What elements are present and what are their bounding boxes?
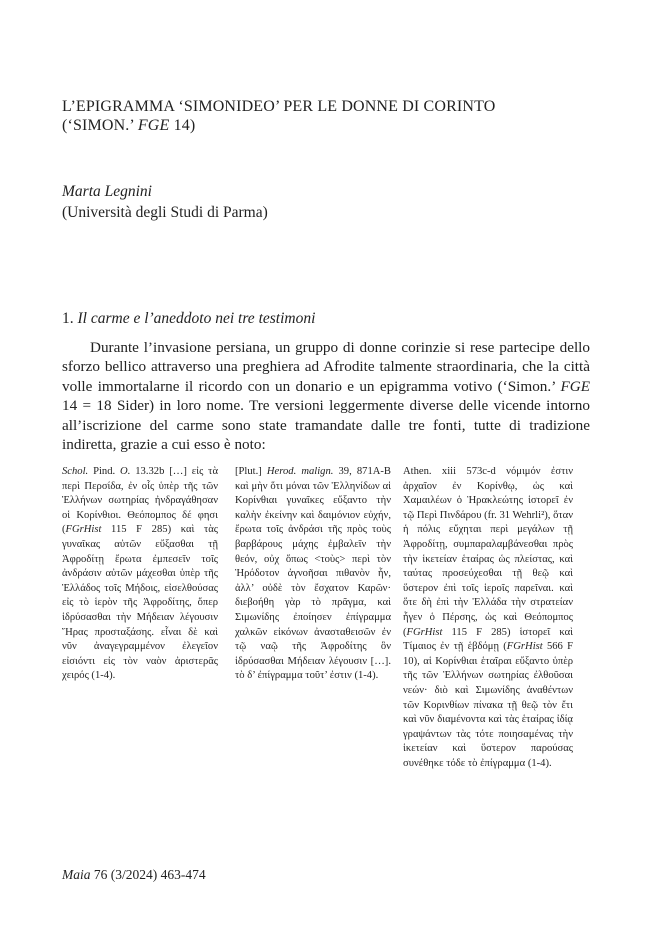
title-line-2-prefix: (‘SIMON.’: [62, 117, 138, 134]
source-column-athenaeus: [403, 465, 573, 771]
section-number: 1.: [62, 310, 78, 327]
section-heading: [62, 310, 315, 328]
scholia-pind: Pind.: [88, 466, 121, 477]
scholia-text-b: 115 F 285) καὶ τὰς γυναῖκας αὐτῶν εὔξασθαι τῇ Ἀφροδίτῃ ἔρωτα ἐμπεσεῖν τοῖς ἀνδράσιν αὐτῶν μάχεσθαι ὑπὲρ τῆς Ἑλλάδος τοῖς Μήδοις, εἰσελθούσας εἰς τὸ ἱερὸν τῆς Ἀφροδίτης, ὅπερ ἱδρύσασθαι τὴν Μήδειαν λέγουσιν Ἥρας προσταξάσης. εἶναι δὲ καὶ νῦν ἀναγεγραμμένον ἐλεγεῖον εἰσιόντι εἰς τὸν ναὸν ἀριστερᾶς χειρός (1-4).: [62, 524, 218, 682]
plutarch-herod: Herod. malign.: [266, 466, 334, 477]
athenaeus-text-b: 115 F 285) ἱστορεῖ καὶ Τίμαιος ἐν τῇ ἑβδόμῃ (: [403, 626, 573, 653]
scholia-fgrhist: FGrHist: [65, 524, 102, 536]
intro-part-2: 14 = 18 Sider) in loro nome. Tre versioni leggermente diverse delle vicende intorno all’iscrizione del carme sono state tramandate dalle tre fonti, tutte di tradizione indiretta, grazie a cui esso è noto:: [62, 397, 590, 454]
plutarch-body: 39, 871A-B καὶ μὴν ὅτι μόναι τῶν Ἑλληνίδων αἱ Κορίνθιαι γυναῖκες εὔξαντο τὴν καλὴν ἐκείνην καὶ δαιμόνιον εὐχήν, ἔρωτα τοῖς ἀνδράσι τῆς πρὸς τοὺς βαρβάρους μάχης ἐμβαλεῖν τὴν θεόν, οὐχ ὅπως <τοὺς> περὶ τὸν Ἡρόδοτον ἀγνοῆσαι πιθανὸν ἦν, ἀλλ’ οὐδὲ τὸν ἔσχατον Καρῶν· διεβοήθη γὰρ τὸ πρᾶγμα, καὶ Σιμωνίδης ἐποίησεν ἐπίγραμμα χαλκῶν εἰκόνων ἀνασταθεισῶν ἐν τῷ ναῷ τῆς Ἀφροδίτης ὃν ἱδρύσασθαι Μήδειαν λέγουσιν […]. τὸ δ’ ἐπίγραμμα τοῦτ’ ἐστιν (1-4).: [235, 466, 391, 682]
source-column-scholia: [62, 465, 218, 684]
title-line-2-suffix: 14): [169, 117, 196, 134]
athenaeus-text: [403, 465, 573, 771]
plutarch-plut: [Plut.]: [235, 466, 267, 477]
source-column-plutarch: [235, 465, 391, 684]
journal-name: Maia: [62, 867, 91, 882]
intro-part-1: Durante l’invasione persiana, un gruppo di donne corinzie si rese partecipe dello sforzo bellico attraverso una preghiera ad Afrodite talmente straordinaria, che la città volle immortalarne il ricordo con un donario e un epigramma votivo (‘Simon.’: [62, 339, 590, 395]
section-title: Il carme e l’aneddoto nei tre testimoni: [77, 310, 316, 327]
author-affiliation: (Università degli Studi di Parma): [62, 204, 268, 221]
scholia-schol: Schol.: [62, 466, 89, 477]
intro-paragraph: [62, 338, 590, 454]
plutarch-text: [235, 465, 391, 684]
scholia-o: O.: [120, 466, 131, 477]
article-title: [62, 97, 602, 135]
athenaeus-text-a: Athen. xiii 573c-d νόμιμόν ἐστιν ἀρχαῖον ἐν Κορίνθῳ, ὡς καὶ Χαμαιλέων ὁ Ἡρακλεώτης ἱστορεῖ ἐν τῷ Περὶ Πινδάρου (fr. 31 Wehrli²), ὅταν ἡ πόλις εὔχηται περὶ μεγάλων τῇ Ἀφροδίτῃ, συμπαραλαμβάνεσθαι πρὸς τὴν ἱκετείαν ἑταίρας ὡς πλείστας, καὶ ταύτας προσεύχεσθαι τῇ θεῷ καὶ ὕστερον ἐπὶ τοῖς ἱεροῖς παρεῖναι. καὶ ὅτε δὴ ἐπὶ τὴν Ἑλλάδα τὴν στρατείαν ἦγεν ὁ Πέρσης, ὡς καὶ Θεόπομπος (: [403, 466, 573, 638]
scholia-text-a: 13.32b […] εἰς τὰ περὶ Περσίδα, ἐν οἷς ὑπὲρ τῆς τῶν Ἑλλήνων σωτηρίας ἠνδραγάθησαν οἱ Κορίνθιοι. Θεόπομπος δέ φησι (: [62, 466, 218, 536]
intro-fge: FGE: [560, 377, 590, 395]
title-fge-italic: FGE: [137, 117, 170, 134]
scholia-text: [62, 465, 218, 684]
athenaeus-fgrhist-1: FGrHist: [406, 626, 443, 638]
title-line-1: L’EPIGRAMMA ‘SIMONIDEO’ PER LE DONNE DI CORINTO: [62, 98, 496, 115]
title-line-2: [62, 116, 602, 135]
author-name: Marta Legnini: [62, 183, 152, 200]
athenaeus-text-c: 566 F 10), αἱ Κορίνθιαι ἑταῖραι εὔξαντο ὑπὲρ τῆς τῶν Ἑλλήνων σωτηρίας ἐλθοῦσαι νεών· διὸ καὶ Σιμωνίδης ἀναθέντων τῶν Κορινθίων πίνακα τῇ θεῷ τὸν ἔτι καὶ νῦν διαμένοντα καὶ τὰς ἑταίρας ἰδίᾳ γραψάντων τὰς τότε ποιησαμένας τὴν ἱκετείαν καὶ ὕστερον παρούσας συνέθηκε τόδε τὸ ἐπίγραμμα (1-4).: [403, 641, 573, 769]
athenaeus-fgrhist-2: FGrHist: [506, 641, 543, 653]
journal-footer: [62, 867, 206, 883]
journal-citation: 76 (3/2024) 463-474: [90, 867, 206, 882]
